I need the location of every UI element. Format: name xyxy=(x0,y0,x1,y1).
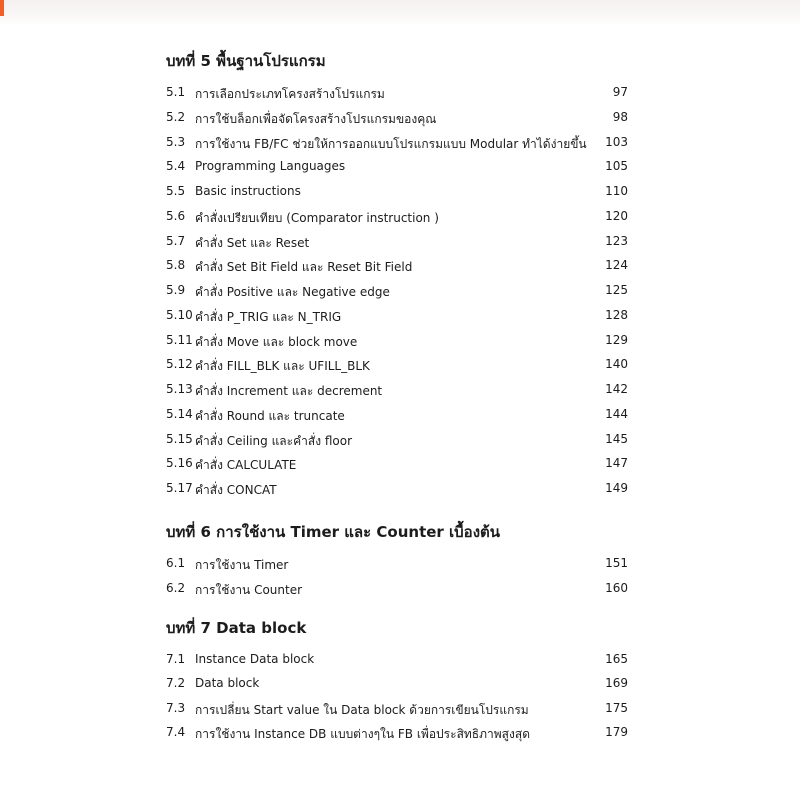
toc-entry xyxy=(166,209,628,234)
toc-entry xyxy=(166,725,628,749)
section-title: การเลือกประเภทโครงสร้างโปรแกรม xyxy=(195,87,385,101)
page-number: 128 xyxy=(605,307,628,322)
page-number: 125 xyxy=(605,283,628,297)
page-number: 179 xyxy=(605,724,628,739)
page-number: 98 xyxy=(612,109,628,124)
section-number: 5.15 xyxy=(166,431,193,446)
section-number: 5.4 xyxy=(166,159,186,174)
section-title: Programming Languages xyxy=(195,159,346,174)
section-number: 7.3 xyxy=(166,700,186,715)
section-title: คำสั่ง Positive และ Negative edge xyxy=(195,285,390,299)
page-number: 144 xyxy=(605,406,628,421)
page-number: 103 xyxy=(605,134,628,149)
section-number: 5.17 xyxy=(166,481,193,495)
page-number: 160 xyxy=(605,580,628,595)
page-number: 149 xyxy=(605,481,628,495)
page-number: 110 xyxy=(605,184,628,198)
page-number: 151 xyxy=(605,556,628,570)
section-number: 7.1 xyxy=(166,652,186,666)
toc-entry xyxy=(166,676,628,700)
section-title: คำสั่ง Set Bit Field และ Reset Bit Field xyxy=(195,260,413,275)
section-number: 5.11 xyxy=(166,332,193,347)
page-number: 124 xyxy=(605,258,628,273)
toc-entry xyxy=(166,184,628,209)
section-title: คำสั่ง P_TRIG และ N_TRIG xyxy=(195,309,342,324)
section-title: การใช้งาน FB/FC ช่วยให้การออกแบบโปรแกรมแบบ Modular ทำได้ง่ายขึ้น xyxy=(195,136,587,151)
toc-entry xyxy=(166,110,628,135)
chapter-heading: บทที่ 7 Data block xyxy=(166,619,307,637)
section-number: 5.6 xyxy=(166,208,186,223)
section-number: 5.2 xyxy=(166,109,186,124)
toc-entry xyxy=(166,135,628,160)
section-title: การเปลี่ยน Start value ใน Data block ด้วยการเขียนโปรแกรม xyxy=(195,702,529,717)
page-number: 169 xyxy=(605,676,628,691)
section-title: คำสั่ง Ceiling และคำสั่ง floor xyxy=(195,433,353,448)
section-title: Basic instructions xyxy=(195,184,301,198)
section-title: Instance Data block xyxy=(195,652,315,666)
toc-entry xyxy=(166,258,628,283)
page-number: 175 xyxy=(605,700,628,715)
section-title: การใช้งาน Instance DB แบบต่างๆใน FB เพื่อประสิทธิภาพสูงสุด xyxy=(195,726,530,741)
toc-entry xyxy=(166,333,628,358)
page-top-edge xyxy=(0,0,800,26)
section-title: Data block xyxy=(195,676,260,691)
section-title: คำสั่งเปรียบเทียบ (Comparator instruction ) xyxy=(195,210,439,225)
section-title: การใช้งาน Counter xyxy=(195,582,303,597)
section-number: 5.16 xyxy=(166,456,193,471)
section-title: คำสั่ง Increment และ decrement xyxy=(195,384,383,398)
toc-entry xyxy=(166,652,628,676)
section-title: คำสั่ง Round และ truncate xyxy=(195,408,345,423)
section-number: 7.2 xyxy=(166,676,186,691)
page-number: 97 xyxy=(612,85,628,99)
page-number: 120 xyxy=(605,208,628,223)
section-number: 5.1 xyxy=(166,85,186,99)
toc-list xyxy=(166,556,628,606)
chapter-heading: บทที่ 6 การใช้งาน Timer และ Counter เบื้องต้น xyxy=(166,523,501,541)
page-number: 105 xyxy=(605,159,628,174)
section-number: 5.5 xyxy=(166,184,186,198)
page-number: 147 xyxy=(605,456,628,471)
section-number: 5.10 xyxy=(166,307,193,322)
section-number: 5.7 xyxy=(166,233,186,248)
section-number: 7.4 xyxy=(166,724,186,739)
page-number: 165 xyxy=(605,652,628,666)
edge-color-mark xyxy=(0,0,4,16)
toc-entry xyxy=(166,456,628,481)
section-number: 5.13 xyxy=(166,382,193,396)
toc-entry xyxy=(166,234,628,259)
section-number: 6.2 xyxy=(166,580,186,595)
section-title: คำสั่ง Set และ Reset xyxy=(195,235,310,250)
section-title: คำสั่ง FILL_BLK และ UFILL_BLK xyxy=(195,359,370,374)
section-number: 5.9 xyxy=(166,283,186,297)
page-number: 129 xyxy=(605,332,628,347)
toc-entry xyxy=(166,382,628,407)
toc-entry xyxy=(166,432,628,457)
section-title: คำสั่ง CONCAT xyxy=(195,483,277,497)
section-title: การใช้งาน Timer xyxy=(195,558,289,572)
toc-list xyxy=(166,85,628,506)
toc-entry xyxy=(166,357,628,382)
toc-entry xyxy=(166,581,628,606)
page-number: 140 xyxy=(605,357,628,372)
page-number: 142 xyxy=(605,382,628,396)
section-title: คำสั่ง CALCULATE xyxy=(195,458,297,473)
toc-entry xyxy=(166,85,628,110)
toc-entry xyxy=(166,407,628,432)
chapter-heading: บทที่ 5 พื้นฐานโปรแกรม xyxy=(166,52,326,70)
toc-entry xyxy=(166,701,628,725)
toc-entry xyxy=(166,481,628,506)
toc-entry xyxy=(166,556,628,581)
toc-entry xyxy=(166,283,628,308)
toc-entry xyxy=(166,159,628,184)
section-number: 6.1 xyxy=(166,556,186,570)
section-number: 5.12 xyxy=(166,357,193,372)
section-title: การใช้บล็อกเพื่อจัดโครงสร้างโปรแกรมของคุณ xyxy=(195,111,437,126)
section-number: 5.14 xyxy=(166,406,193,421)
toc-entry xyxy=(166,308,628,333)
page-number: 123 xyxy=(605,233,628,248)
toc-list xyxy=(166,652,628,749)
section-number: 5.8 xyxy=(166,258,186,273)
page-number: 145 xyxy=(605,431,628,446)
section-number: 5.3 xyxy=(166,134,186,149)
section-title: คำสั่ง Move และ block move xyxy=(195,334,358,349)
